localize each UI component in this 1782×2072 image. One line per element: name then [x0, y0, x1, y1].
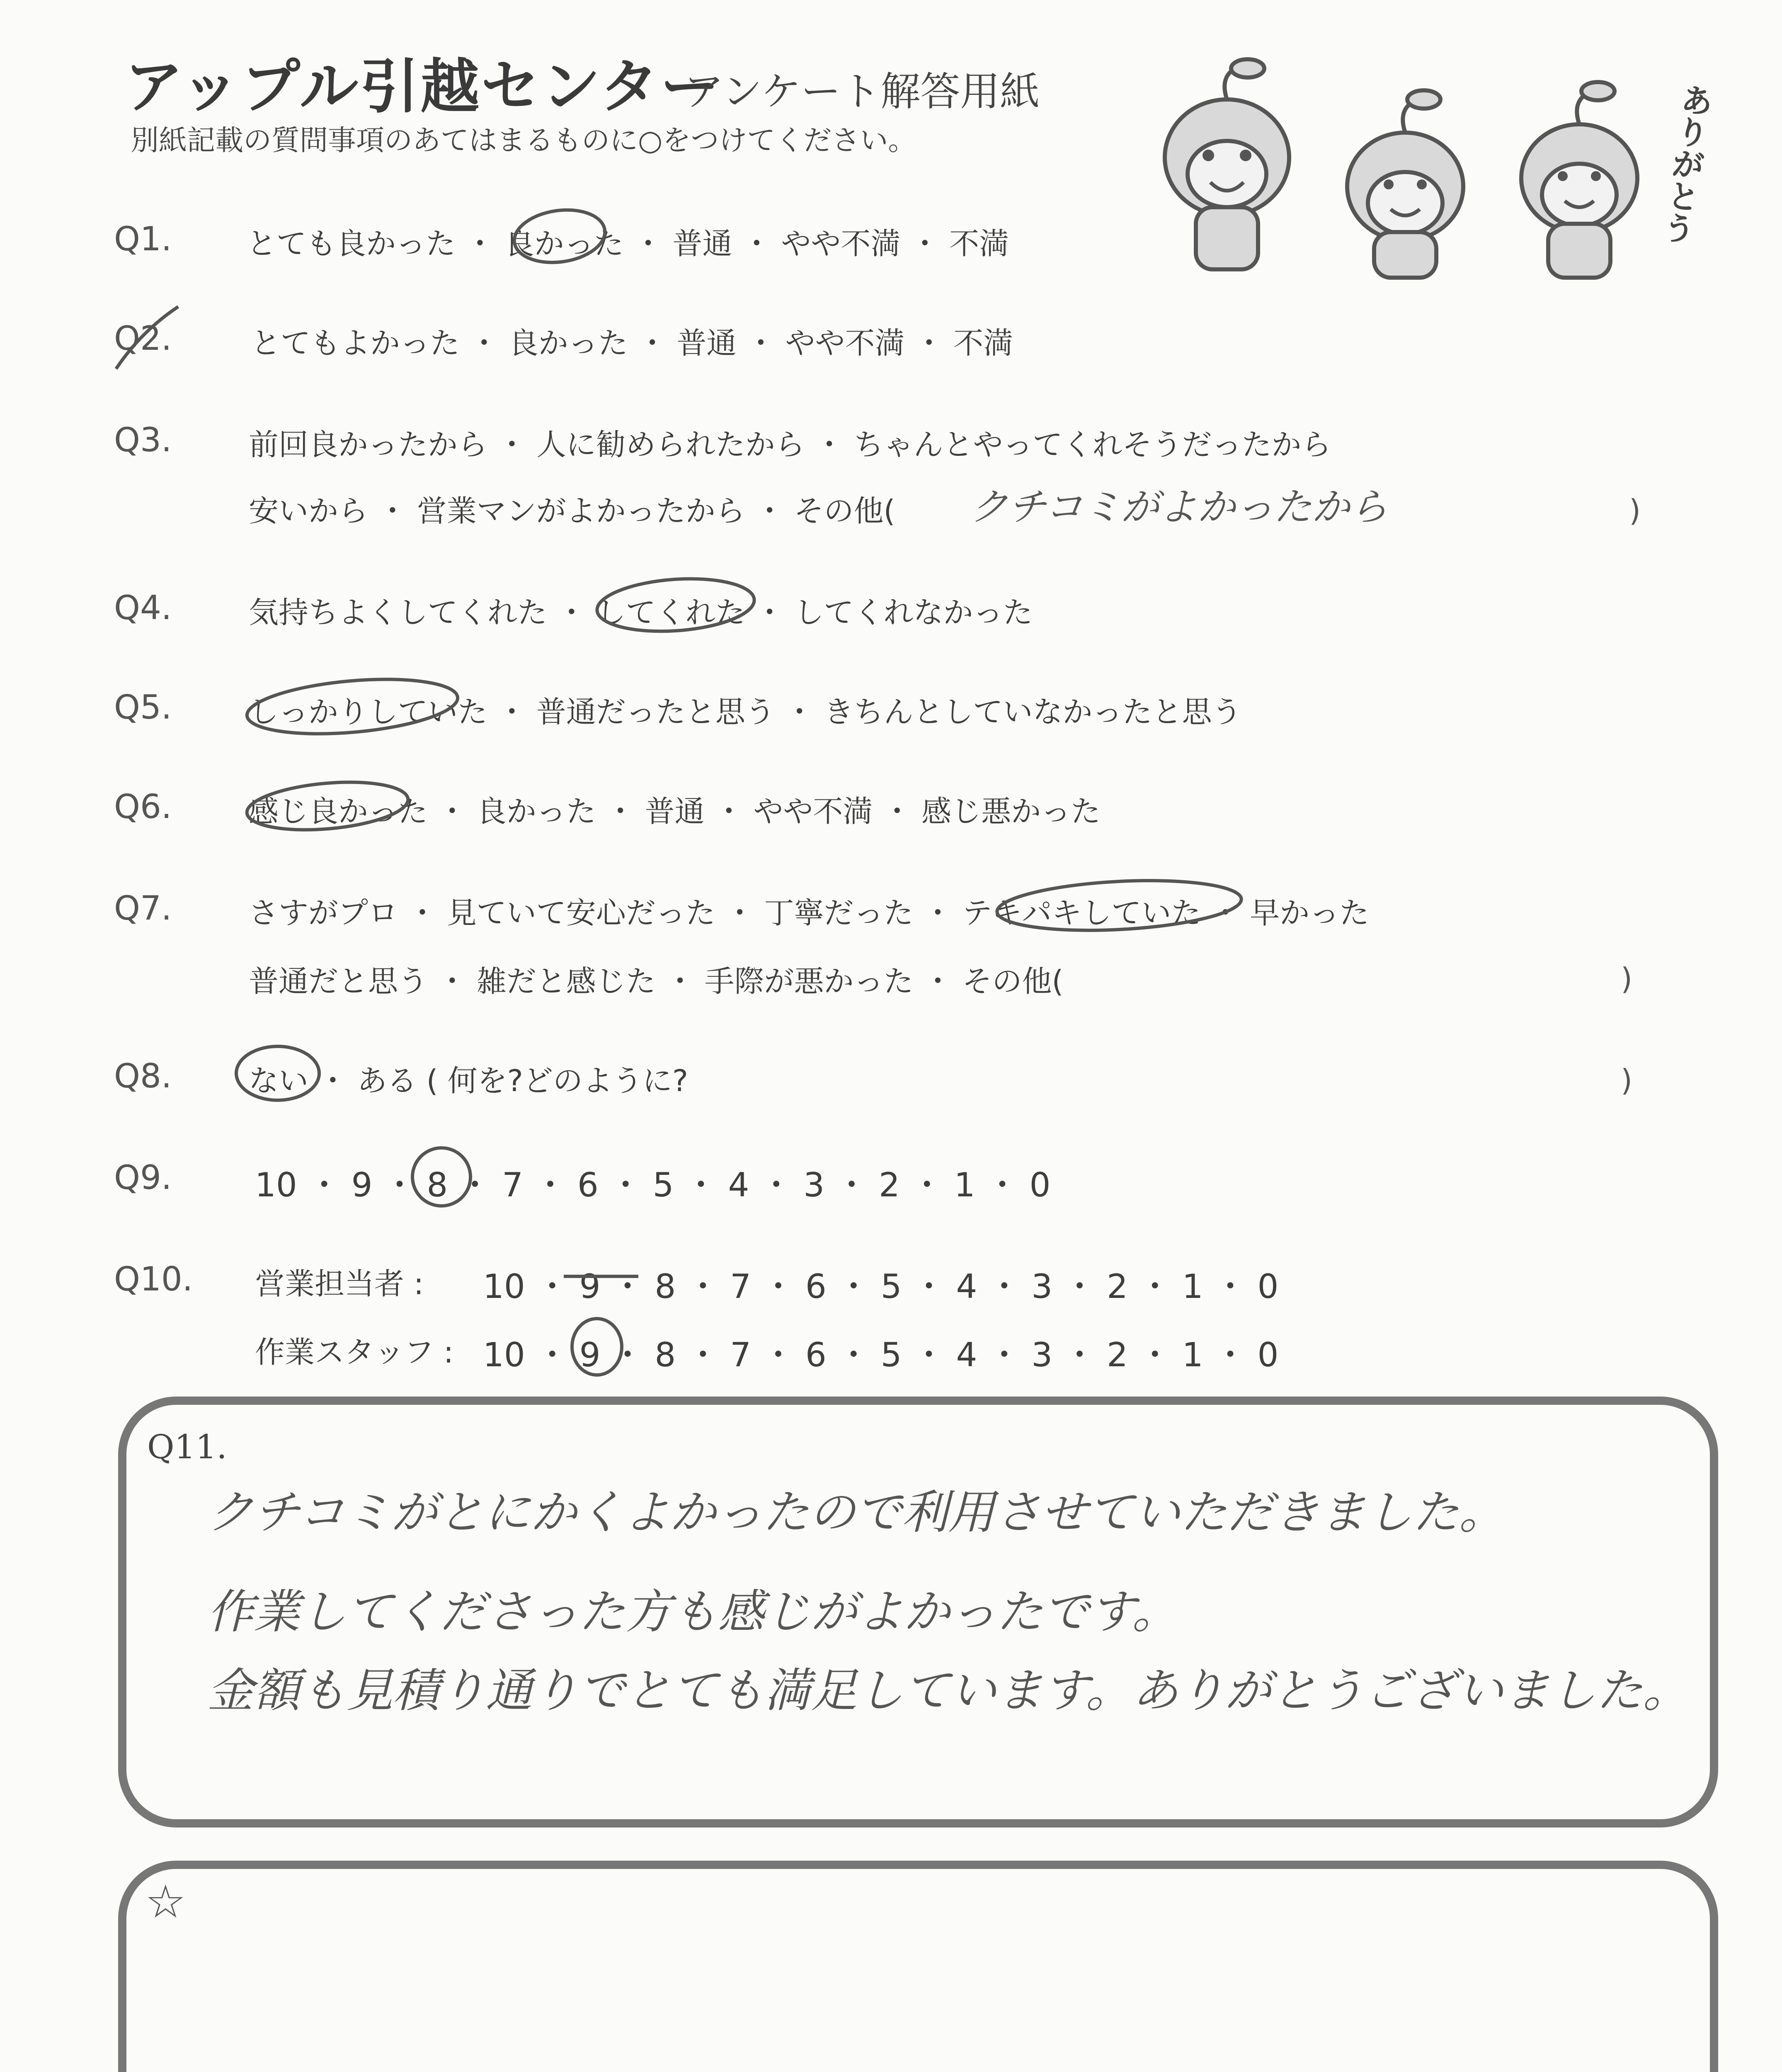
q6-label: Q6. [114, 787, 172, 826]
q4-options[interactable]: 気持ちよくしてくれた ・ してくれた ・ してくれなかった [249, 595, 1033, 630]
q11-comment-line-2: 作業してくださった方も感じがよかったです。 [207, 1585, 1179, 1639]
q8-close-paren: ) [1621, 1063, 1633, 1098]
q5-answer-circle-mark [240, 671, 464, 742]
q9-answer-circle-mark [404, 1142, 479, 1212]
q10-label: Q10. [114, 1260, 193, 1298]
q4-answer-circle-mark [589, 570, 763, 636]
mascot-illustration [1119, 50, 1700, 282]
q11-comment-line-1: クチコミがとにかくよかったので利用させていただきました。 [207, 1486, 1506, 1539]
star-icon: ☆ [145, 1875, 186, 1928]
mascot-thanks-text: ありがとう [1656, 81, 1715, 247]
q7-label: Q7. [114, 889, 172, 927]
q9-scale[interactable]: 10 ・ 9 ・ 8 ・ 7 ・ 6 ・ 5 ・ 4 ・ 3 ・ 2 ・ 1 ・ 0 [255, 1166, 1051, 1204]
q8-label: Q8. [114, 1057, 172, 1095]
q3-close-paren: ) [1629, 493, 1641, 528]
q6-options[interactable]: 感じ良かった ・ 良かった ・ 普通 ・ やや不満 ・ 感じ悪かった [249, 794, 1101, 829]
q7-options-line2[interactable]: 普通だと思う ・ 雑だと感じた ・ 手際が悪かった ・ その他( [249, 964, 1064, 999]
q3-options-line1[interactable]: 前回良かったから ・ 人に勧められたから ・ ちゃんとやってくれそうだったから [249, 427, 1331, 462]
q10-staff-scale[interactable]: 10 ・ 9 ・ 8 ・ 7 ・ 6 ・ 5 ・ 4 ・ 3 ・ 2 ・ 1 ・ 0 [483, 1336, 1279, 1374]
q3-options-line2[interactable]: 安いから ・ 営業マンがよかったから ・ その他( [249, 494, 895, 528]
q10-sales-scale[interactable]: 10 ・ 9 ・ 8 ・ 7 ・ 6 ・ 5 ・ 4 ・ 3 ・ 2 ・ 1 ・ 0 [483, 1267, 1279, 1306]
q10-staff-answer-circle-mark [564, 1314, 630, 1380]
q3-other-answer: クチコミがよかったから [970, 485, 1388, 529]
q7-options-line1[interactable]: さすがプロ ・ 見ていて安心だった ・ 丁寧だった ・ テキパキしていた ・ 早かった [249, 896, 1370, 930]
q1-answer-circle-mark [506, 201, 613, 267]
q6-answer-circle-mark [240, 775, 415, 837]
q10-sales-strike-mark [560, 1247, 642, 1305]
q1-options[interactable]: とても良かった ・ 良かった ・ 普通 ・ やや不満 ・ 不満 [247, 226, 1009, 261]
q11-label: Q11. [147, 1428, 227, 1466]
star-comment-box [118, 1861, 1718, 2072]
q2-label: Q2. [114, 319, 172, 358]
q8-options[interactable]: ない ・ ある ( 何を?どのように? [249, 1063, 689, 1098]
q7-close-paren: ) [1621, 961, 1633, 996]
q2-strike-mark [108, 298, 191, 381]
q4-label: Q4. [114, 588, 172, 627]
q9-label: Q9. [114, 1158, 172, 1197]
q10-staff-label: 作業スタッフ : [255, 1335, 454, 1370]
q10-sales-label: 営業担当者 : [255, 1266, 424, 1301]
q8-answer-circle-mark [230, 1038, 325, 1104]
instruction-text: 別紙記載の質問事項のあてはまるものに○をつけてください。 [131, 124, 916, 157]
form-subtitle: アンケート解答用紙 [684, 68, 1040, 115]
q1-label: Q1. [114, 220, 172, 258]
q3-label: Q3. [114, 421, 172, 459]
q7-answer-circle-mark [991, 872, 1248, 939]
q5-options[interactable]: しっかりしていた ・ 普通だったと思う ・ きちんとしていなかったと思う [249, 695, 1242, 729]
q2-options[interactable]: とてもよかった ・ 良かった ・ 普通 ・ やや不満 ・ 不満 [251, 326, 1013, 361]
form-title: アップル引越センター [124, 53, 721, 121]
q11-comment-line-3: 金額も見積り通りでとても満足しています。ありがとうございました。 [207, 1664, 1690, 1718]
q5-label: Q5. [114, 688, 172, 726]
